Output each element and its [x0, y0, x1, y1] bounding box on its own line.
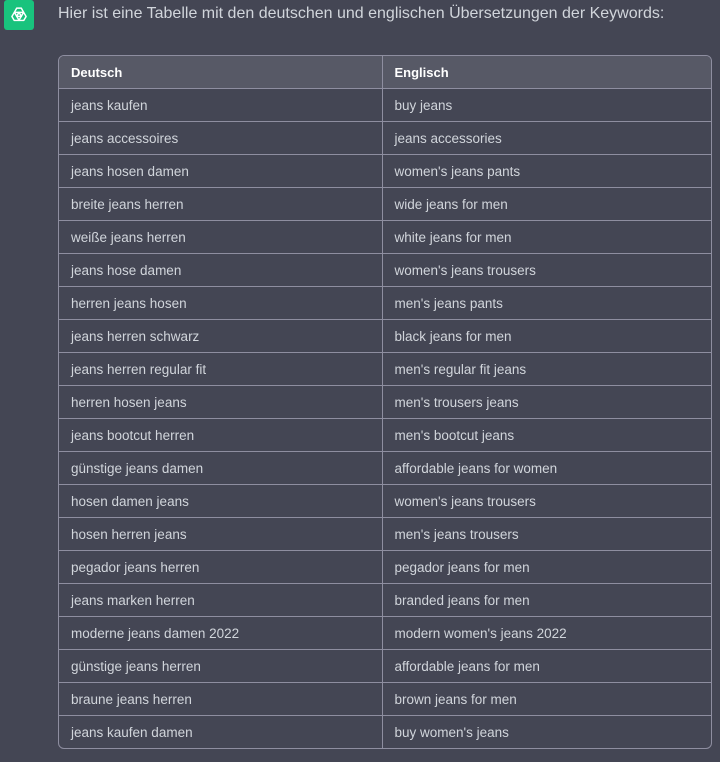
cell-deutsch: jeans bootcut herren — [59, 419, 382, 452]
table-row — [59, 89, 711, 122]
cell-englisch: white jeans for men — [382, 221, 711, 254]
cell-deutsch: jeans marken herren — [59, 584, 382, 617]
translation-table — [58, 55, 712, 749]
openai-logo-icon — [8, 4, 30, 26]
cell-englisch: men's regular fit jeans — [382, 353, 711, 386]
cell-deutsch: günstige jeans herren — [59, 650, 382, 683]
cell-englisch: men's jeans pants — [382, 287, 711, 320]
cell-deutsch: günstige jeans damen — [59, 452, 382, 485]
cell-deutsch: jeans kaufen — [59, 89, 382, 122]
cell-deutsch: jeans herren regular fit — [59, 353, 382, 386]
table-row — [59, 452, 711, 485]
table-row — [59, 386, 711, 419]
cell-deutsch: jeans hosen damen — [59, 155, 382, 188]
table-row — [59, 254, 711, 287]
table-row — [59, 353, 711, 386]
cell-deutsch: hosen damen jeans — [59, 485, 382, 518]
table-row — [59, 683, 711, 716]
cell-englisch: women's jeans trousers — [382, 485, 711, 518]
cell-englisch: women's jeans pants — [382, 155, 711, 188]
cell-deutsch: weiße jeans herren — [59, 221, 382, 254]
table-row — [59, 419, 711, 452]
assistant-message-intro: Hier ist eine Tabelle mit den deutschen und englischen Übersetzungen der Keywords: — [58, 5, 665, 22]
cell-englisch: affordable jeans for women — [382, 452, 711, 485]
cell-deutsch: jeans kaufen damen — [59, 716, 382, 749]
cell-englisch: pegador jeans for men — [382, 551, 711, 584]
table-row — [59, 320, 711, 353]
table-header-row — [59, 56, 711, 89]
table-row — [59, 485, 711, 518]
table-row — [59, 287, 711, 320]
column-header-deutsch: Deutsch — [59, 56, 382, 89]
cell-deutsch: moderne jeans damen 2022 — [59, 617, 382, 650]
table-row — [59, 650, 711, 683]
cell-englisch: affordable jeans for men — [382, 650, 711, 683]
table-row — [59, 716, 711, 749]
cell-englisch: branded jeans for men — [382, 584, 711, 617]
column-header-englisch: Englisch — [382, 56, 711, 89]
cell-deutsch: herren jeans hosen — [59, 287, 382, 320]
cell-englisch: modern women's jeans 2022 — [382, 617, 711, 650]
avatar — [4, 0, 34, 30]
cell-deutsch: hosen herren jeans — [59, 518, 382, 551]
table-row — [59, 122, 711, 155]
cell-englisch: women's jeans trousers — [382, 254, 711, 287]
cell-englisch: jeans accessories — [382, 122, 711, 155]
cell-deutsch: jeans accessoires — [59, 122, 382, 155]
cell-deutsch: pegador jeans herren — [59, 551, 382, 584]
table-row — [59, 584, 711, 617]
cell-deutsch: breite jeans herren — [59, 188, 382, 221]
table-row — [59, 518, 711, 551]
table-row — [59, 188, 711, 221]
cell-englisch: black jeans for men — [382, 320, 711, 353]
cell-englisch: wide jeans for men — [382, 188, 711, 221]
cell-englisch: men's jeans trousers — [382, 518, 711, 551]
cell-deutsch: jeans hose damen — [59, 254, 382, 287]
cell-deutsch: braune jeans herren — [59, 683, 382, 716]
table-row — [59, 155, 711, 188]
table-row — [59, 617, 711, 650]
cell-englisch: men's bootcut jeans — [382, 419, 711, 452]
cell-deutsch: herren hosen jeans — [59, 386, 382, 419]
table-row — [59, 221, 711, 254]
cell-englisch: brown jeans for men — [382, 683, 711, 716]
table-row — [59, 551, 711, 584]
cell-englisch: men's trousers jeans — [382, 386, 711, 419]
cell-deutsch: jeans herren schwarz — [59, 320, 382, 353]
cell-englisch: buy women's jeans — [382, 716, 711, 749]
cell-englisch: buy jeans — [382, 89, 711, 122]
